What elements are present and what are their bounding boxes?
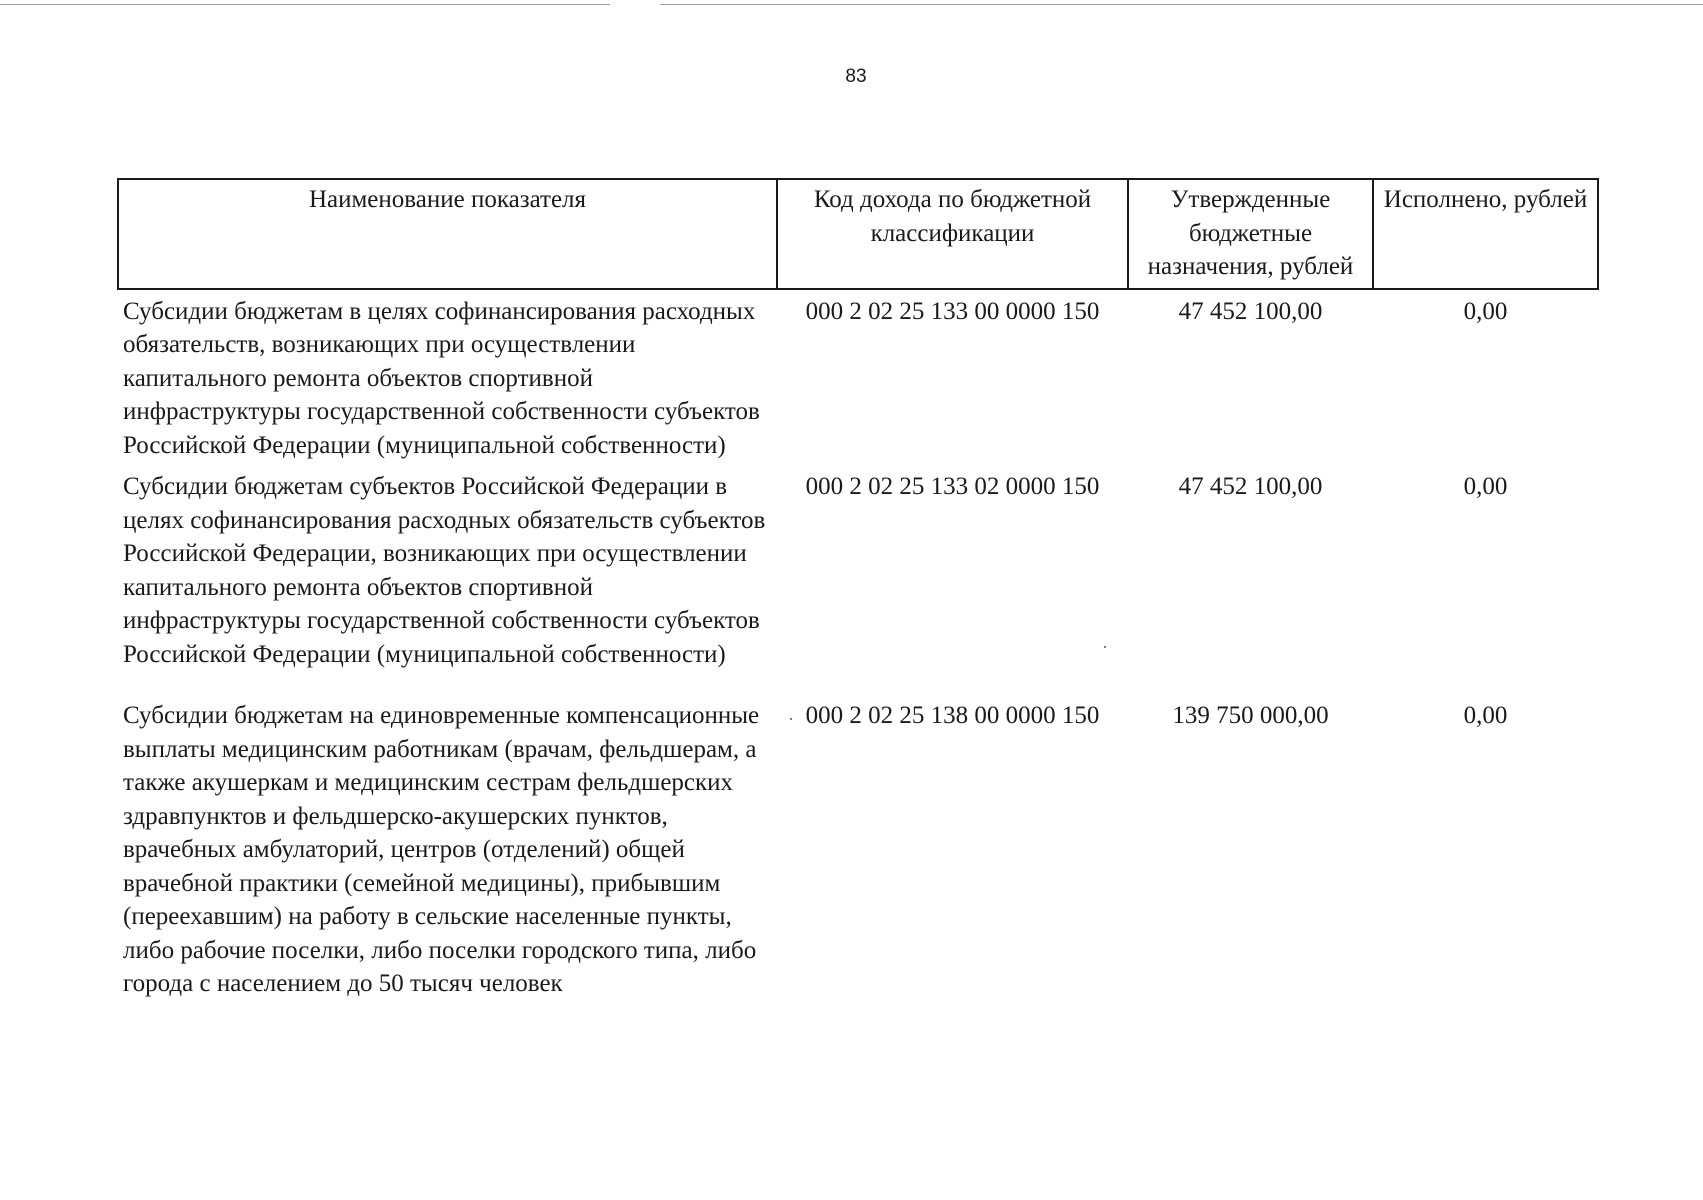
row-indicator-name: Субсидии бюджетам на единовременные компенсационные выплаты медицинским работникам (врачам, фельдшерам, а также акушеркам и медицинским сестрам фельдшерских здравпунктов и фельдшерско-акушерских пунктов, врачебных амбулаторий, центров (отделений) общей врачебной практики (семейной медицины), прибывшим (переехавшим) на работу в сельские населенные пункты, либо рабочие поселки, либо поселки городского типа, либо города с населением до 50 тысяч человек (123, 702, 760, 997)
row-indicator-name: Субсидии бюджетам субъектов Российской Федерации в целях софинансирования расходных обязательств субъектов Российской Федерации, возникающих при осуществлении капитального ремонта объектов спортивной инфраструктуры государственной собственности субъектов Российской Федерации (муниципальной собственности) (123, 473, 766, 668)
page-number: 83 (845, 66, 867, 87)
scan-speck (1104, 646, 1106, 648)
row-approved-amount: 139 750 000,00 (1172, 702, 1329, 729)
scan-edge-line-left (0, 4, 610, 5)
row-revenue-code: 000 2 02 25 138 00 0000 150 (805, 702, 1100, 729)
header-executed-amount: Исполнено, рублей (1373, 179, 1598, 289)
row-approved-amount: 47 452 100,00 (1178, 297, 1323, 325)
row-executed-amount: 0,00 (1463, 702, 1508, 729)
row-executed-amount: 0,00 (1463, 473, 1508, 500)
budget-revenue-table (117, 178, 1599, 1001)
scan-speck (790, 718, 792, 720)
row-indicator-name: Субсидии бюджетам в целях софинансирования расходных обязательств, возникающих при осуществлении капитального ремонта объектов спортивной инфраструктуры государственной собственности субъектов Российской Федерации (муниципальной собственности) (123, 297, 760, 459)
header-indicator-name: Наименование показателя (118, 179, 777, 289)
header-revenue-code: Код дохода по бюджетной классификации (777, 179, 1128, 289)
table-header-row (118, 179, 1598, 289)
table-row (118, 470, 1598, 699)
table-row (118, 289, 1598, 471)
row-executed-amount: 0,00 (1463, 297, 1508, 325)
table-row (118, 699, 1598, 1001)
row-approved-amount: 47 452 100,00 (1178, 473, 1323, 500)
row-revenue-code: 000 2 02 25 133 00 0000 150 (805, 297, 1100, 325)
row-revenue-code: 000 2 02 25 133 02 0000 150 (805, 473, 1100, 500)
scan-edge-line-right (660, 4, 1703, 5)
header-approved-amount: Утвержденные бюджетные назначения, рублей (1128, 179, 1373, 289)
